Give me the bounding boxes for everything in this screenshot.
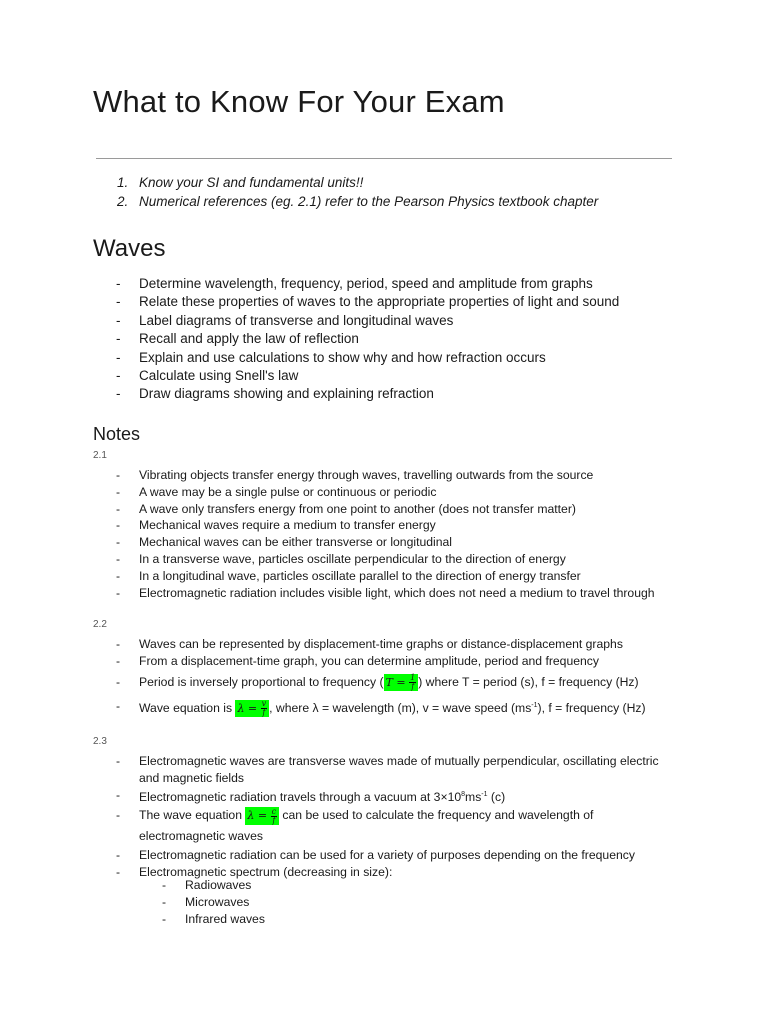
superscript: 8 [461,790,466,798]
list-item [116,534,674,551]
bullet-dash: - [116,276,121,291]
note-text: Electromagnetic radiation can be used for a variety of purposes depending on the frequency [139,848,635,863]
fraction-numerator: 1 [410,673,416,683]
list-item [116,805,674,847]
list-item [116,670,646,694]
list-item [116,551,674,568]
list-item [116,847,674,864]
note-text: Period is inversely proportional to frequency ( [139,674,384,689]
intro-list [117,174,598,211]
note-text: (c) [487,789,506,804]
objective-text: Draw diagrams showing and explaining refraction [139,386,434,402]
bullet-dash: - [116,349,121,365]
section-number-2-3: 2.3 [93,736,107,747]
objective-text: Calculate using Snell's law [139,367,299,383]
objective-text: Relate these properties of waves to the appropriate properties of light and sound [139,294,620,310]
note-text: ms [465,789,482,804]
list-item [162,894,265,911]
list-item [116,517,674,534]
note-text: Microwaves [185,894,250,909]
list-item [116,484,674,501]
equation-lhs: λ = [237,701,258,715]
superscript: -1 [531,701,538,709]
note-text: Vibrating objects transfer energy through waves, travelling outwards from the source [139,468,594,482]
note-text: The wave equation [139,808,246,823]
note-text: Mechanical waves require a medium to transfer energy [139,518,436,533]
fraction-denominator: f [262,708,266,718]
bullet-dash: - [116,331,121,347]
section-number-2-1: 2.1 [93,450,107,461]
note-text: Electromagnetic spectrum (decreasing in size): [139,865,393,880]
objective-text: Determine wavelength, frequency, period, speed and amplitude from graphs [139,276,593,291]
bullet-dash: - [116,787,121,802]
list-item [116,330,619,348]
list-item [116,275,619,293]
bullet-dash: - [162,894,167,909]
bullet-dash: - [116,698,121,713]
note-text: ), f = frequency (Hz) [537,700,646,715]
objectives-list [116,275,619,404]
equation-fraction [271,808,277,825]
equation-lhs: λ = [247,809,268,823]
intro-number: 2. [117,193,129,209]
note-text: Radiowaves [185,878,252,892]
fraction-denominator: f [411,682,415,692]
section-heading-waves: Waves [93,235,166,262]
bullet-dash: - [116,568,121,583]
equation-lhs: T = [385,675,406,689]
fraction-numerator: c [271,806,277,816]
objective-text: Label diagrams of transverse and longitudinal waves [139,312,454,328]
spectrum-sublist [162,877,265,927]
list-item [162,877,265,894]
list-item [116,349,619,367]
bullet-dash: - [116,637,121,651]
bullet-dash: - [116,848,121,863]
list-item [116,653,646,670]
notes-list-2-2 [116,636,646,720]
bullet-dash: - [116,674,121,689]
note-text: , where λ = wavelength (m), v = wave speed (ms [269,700,532,715]
bullet-dash: - [116,518,121,533]
bullet-dash: - [116,294,121,310]
list-item [116,312,619,330]
highlighted-equation [245,807,279,825]
note-text: ) where T = period (s), f = frequency (Hz) [418,674,639,689]
note-text: From a displacement-time graph, you can determine amplitude, period and frequency [139,653,599,668]
notes-list-2-3 [116,753,674,881]
horizontal-rule [96,158,672,159]
list-item [116,385,619,403]
notes-list-2-1 [116,467,674,601]
note-text: Mechanical waves can be either transverse or longitudinal [139,535,452,550]
list-item [116,293,619,311]
note-text: Electromagnetic radiation includes visible light, which does not need a medium to travel through [139,585,655,600]
bullet-dash: - [116,367,121,383]
intro-item [117,174,598,193]
note-text: Wave equation is [139,700,236,715]
intro-item [117,193,598,212]
bullet-dash: - [116,585,121,600]
list-item [116,636,646,653]
bullet-dash: - [116,501,121,516]
list-item [116,467,674,484]
bullet-dash: - [116,468,121,482]
superscript: -1 [481,790,488,798]
section-number-2-2: 2.2 [93,619,107,630]
note-text: Electromagnetic waves are transverse waves made of mutually perpendicular, oscillating electric and magnetic fields [139,754,659,785]
fraction-numerator: v [261,699,267,709]
fraction-denominator: f [272,815,276,825]
note-text: can be used to calculate the frequency and wavelength of electromagnetic waves [139,808,594,844]
intro-text: Know your SI and fundamental units!! [139,175,364,190]
list-item [116,568,674,585]
list-item [116,694,646,720]
list-item [116,367,619,385]
equation-fraction [409,674,416,691]
note-text: Electromagnetic radiation travels through a vacuum at 3×10 [139,789,462,804]
bullet-dash: - [162,911,167,926]
bullet-dash: - [116,653,121,668]
bullet-dash: - [116,535,121,550]
bullet-dash: - [116,386,121,402]
list-item [116,501,674,518]
page-title: What to Know For Your Exam [93,84,505,119]
highlighted-equation [235,700,269,718]
list-item [116,585,674,602]
note-text: A wave may be a single pulse or continuous or periodic [139,484,437,499]
intro-number: 1. [117,175,129,190]
list-item [116,787,674,806]
notes-heading: Notes [93,424,141,444]
bullet-dash: - [116,754,121,768]
list-item [116,753,674,787]
bullet-dash: - [162,878,167,892]
objective-text: Recall and apply the law of reflection [139,331,359,347]
note-text: In a transverse wave, particles oscillate perpendicular to the direction of energy [139,551,566,566]
bullet-dash: - [116,808,121,823]
bullet-dash: - [116,551,121,566]
note-text: A wave only transfers energy from one point to another (does not transfer matter) [139,501,576,516]
note-text: Waves can be represented by displacement-time graphs or distance-displacement graphs [139,637,623,651]
intro-text: Numerical references (eg. 2.1) refer to the Pearson Physics textbook chapter [139,193,599,209]
objective-text: Explain and use calculations to show why and how refraction occurs [139,349,546,365]
equation-fraction [261,700,268,717]
bullet-dash: - [116,865,121,880]
note-text: In a longitudinal wave, particles oscillate parallel to the direction of energy transfer [139,568,581,583]
highlighted-equation [384,674,419,692]
bullet-dash: - [116,484,121,499]
bullet-dash: - [116,312,121,328]
list-item [162,911,265,928]
note-text: Infrared waves [185,911,265,926]
